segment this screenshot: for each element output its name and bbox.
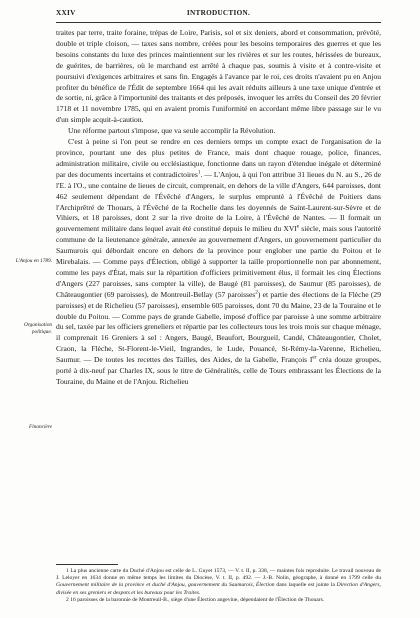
footnote-ref-2[interactable]: 2 bbox=[255, 289, 258, 296]
paragraph-1: traites par terre, traite foraine, trépas de Loire, Parisis, sol et six deniers, abord et consommation, prévôté, double et triple cloison, — taxes sans nombre, créées pour les besoins temporaires des guerres et que les besoins constants du luxe des princes maintiennent sur les rivières et sur les routes, hérissées de bureaux, de guérites, de barrières, où le marchand est arrêté à chaque pas, soumis à visite et à contre-visite et poursuivi d'exigences arbitraires et sans fin. Engagés à l'avance par le roi, ces droits n'avaient pu en Anjou profiter du bénéfice de l'Édit de septembre 1664 qui les avait réduits ailleurs à une taxe unique d'entrée et de sortie, ni, grâce à l'importunité des traitants et des préposés, invoquer les arrêts du Conseil des 20 février 1718 et 11 novembre 1785, qui en avaient promis l'uniformité en accordant même libre passage sur le vu d'un simple acquit-à-caution. bbox=[56, 28, 381, 125]
century-superscript: e bbox=[296, 223, 300, 230]
footnote-1-title-2: Direction d'Angers, divisée en ses greniers et despots et les bureaux pour les Traites. bbox=[56, 582, 381, 596]
page-number: XXIV bbox=[56, 9, 76, 17]
sidenote-organisation: Organisation politique. bbox=[23, 322, 52, 335]
paragraph-3-text-a: C'est à peine si l'on peut se rendre en ces derniers temps un compte exact de l'organisation de la province, pourtant une des plus petites de France, mais dont chaque rouage, police, finances, administration militaire, civile ou ecclésiastique, fonctionne dans un rayon d'étendue inégale et déterminé par des documents incertains et contradictoires bbox=[56, 137, 381, 179]
paragraph-3-text-d: ) et partie des élections de la Flèche (29 paroisses) et de Richelieu (57 paroisses), ensemble 605 paroisses, dont 70 du Maine, 23 de la Touraine et le double du Poitou. — Comme pays de grande Gabelle, imposé d'office par paroisse à une somme arbitraire du sel, taxée par les officiers greneliers et répartie par les collecteurs tous les trois mois sur chaque ménage, il comprenait 16 Greniers à sel : Angers, Baugé, Beaufort, Bourgueil, Candé, Châteaugontier, Cholet, Craon, la Flèche, St-Florent-le-Vieil, Ingrandes, le Lude, Pouancé, St-Rémy-la-Varenne, Richelieu, Saumur. — De toutes les recettes des Tailles, des Aides, de la Gabelle, François I bbox=[56, 289, 381, 365]
paragraph-3-text-e: créa douze groupes, porté à dix-neuf par Charles IX, sous le titre de Généralités, celle de Tours embrassant les Élections de la Touraine, du Maine et de l'Anjou. Richelieu bbox=[56, 355, 381, 386]
paragraph-2: Une réforme partout s'impose, que va seule accomplir la Révolution. bbox=[68, 126, 276, 136]
footnotes bbox=[56, 568, 381, 604]
page-header bbox=[56, 9, 381, 21]
running-title: INTRODUCTION. bbox=[186, 9, 251, 17]
footnote-rule bbox=[56, 564, 118, 565]
paragraph-3-text-b: . — L'Anjou, à qui l'on attribue 31 lieues du N. au S., 26 de l'E. à l'O., une containe de lieues de circuit, comprenait, en dehors de la ville d'Angers, 644 paroisses, dont 462 seulement dépendant de l'Évêché d'Angers, le surplus empruntè à l'Évêché de Poitiers dans l'Archiprêtré de Thouars, à l'Évêché de la Rochelle dans les doyennés de Saint-Laurent-sur-Sèvre et de Vihiers, et 18 paroisses, dont 2 sur la rive droite de la Loire, à l'Évêché de Nantes. — Il formait un gouvernement militaire dans lequel avait été constitué depuis le milieu du XVI bbox=[56, 169, 381, 234]
ordinal-superscript: er bbox=[312, 354, 317, 361]
header-rule bbox=[56, 22, 381, 23]
footnote-ref-1[interactable]: 1 bbox=[197, 169, 201, 176]
paragraph-3 bbox=[56, 137, 381, 388]
footnote-1-text-b: dans laquelle est jointe la bbox=[274, 582, 337, 589]
footnote-1-title: Gouvernement militaire de la province et duché d'Anjou, gouvernement du Saumurois, Élection bbox=[56, 582, 275, 589]
paragraph-3-text-c: siècle, mais sous l'autorité commune de la lieutenance générale, annexée au gouvernement d'Angers, un gouvernement particulier du Saumurois qui débordait encore en dehors de la province pour englober une partie du Poitou et le Mirebalais. — Comme pays d'Élection, obligé à supporter la taille proportionnelle non par abonnement, comme les pays d'État, mais sur la répartition d'officiers primitivement élus, il formait les cinq Élections d'Angers (227 paroisses, sans compter la ville), de Baugé (81 paroisses), de Saumur (85 paroisses), de Châteaugontier (69 paroisses), de Montreuil-Bellay (57 paroisses bbox=[56, 224, 381, 299]
footnote-1-text-a: 1 La plus ancienne carte du Duché d'Anjou est celle de L. Guyet 1573, — V. t. II, p. 338, — maintes fois reproduite. Le travail nouveau de J. Leloyer en 1634 donne en même temps les limites du Diocèse, V. t. II, p. 492. — J.-B. Nolin, géographe, à donné en 1799 celle du bbox=[56, 568, 381, 582]
sidenote-financiere: Financière bbox=[28, 424, 52, 430]
sidenote-anjou: L'Anjou en 1789. bbox=[15, 258, 52, 264]
main-text bbox=[56, 28, 381, 388]
footnote-2: 2 16 paroisses de la baronnie de Montreuil-B., siège d'une Élection angevine, dépendaient de l'Élection de Thouars. bbox=[66, 596, 325, 603]
footnote-1 bbox=[56, 568, 381, 597]
